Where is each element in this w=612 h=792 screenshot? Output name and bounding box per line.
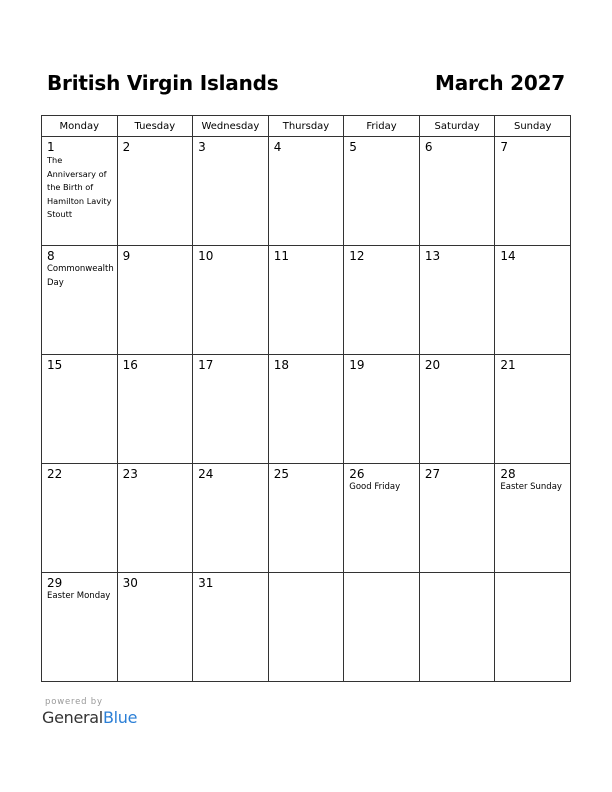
empty-day-cell [344,573,420,682]
day-cell [419,464,495,573]
day-number: 22 [47,467,63,481]
day-number: 3 [198,140,206,154]
day-number: 28 [500,467,516,481]
holiday-label: Easter Monday [47,591,111,601]
calendar-country-title: British Virgin Islands [47,71,279,95]
day-cell [344,137,420,246]
day-cell [193,246,269,355]
day-cell [344,355,420,464]
day-cell [193,464,269,573]
day-number: 24 [198,467,214,481]
day-number: 4 [273,140,282,154]
powered-by-label: powered by [45,697,103,707]
day-number: 26 [349,467,365,481]
week-row [42,464,571,573]
day-cell [268,464,344,573]
day-number: 10 [198,249,214,263]
holiday-label: The Anniversary of the Birth of Hamilton Lavity Stoutt [47,155,112,219]
day-number: 12 [349,249,365,263]
weekday-header: Wednesday [193,116,269,137]
day-number: 14 [500,249,516,263]
day-number: 13 [424,249,441,263]
day-number: 17 [198,358,214,372]
weekday-header: Friday [344,116,420,137]
week-row [42,246,571,355]
day-cell [42,355,118,464]
day-number: 30 [122,576,138,590]
day-cell [42,573,118,682]
day-cell [419,355,495,464]
day-number: 31 [198,576,214,590]
day-cell [344,246,420,355]
brand-general-text: General [42,708,103,727]
day-number: 11 [273,249,289,263]
day-number: 18 [273,358,289,372]
day-number: 8 [47,249,55,263]
week-row [42,573,571,682]
day-cell [193,355,269,464]
day-cell [344,464,420,573]
calendar-grid [41,115,571,682]
calendar-month-title: March 2027 [435,71,565,95]
empty-day-cell [268,573,344,682]
day-number: 21 [500,358,516,372]
generalblue-logo[interactable] [42,708,137,727]
day-cell [268,355,344,464]
day-number: 6 [424,140,433,154]
day-cell [268,246,344,355]
day-number: 16 [122,358,138,372]
day-cell [117,355,193,464]
day-number: 25 [273,467,289,481]
empty-day-cell [495,573,571,682]
week-row [42,355,571,464]
day-number: 7 [500,140,509,154]
day-cell [42,246,118,355]
day-cell [419,246,495,355]
holiday-label: Good Friday [349,482,401,492]
holiday-label: Commonwealth Day [47,264,114,288]
day-number: 23 [122,467,138,481]
empty-day-cell [419,573,495,682]
weekday-header: Monday [42,116,118,137]
day-number: 2 [122,140,131,154]
calendar-body [42,137,571,682]
day-number: 27 [424,467,441,481]
day-number: 15 [47,358,63,372]
day-number: 5 [349,140,357,154]
day-number: 20 [424,358,441,372]
day-cell [495,464,571,573]
week-row [42,137,571,246]
holiday-label: Easter Sunday [500,482,562,492]
day-cell [268,137,344,246]
day-cell [42,137,118,246]
day-cell [117,137,193,246]
day-cell [117,246,193,355]
day-cell [193,137,269,246]
day-cell [42,464,118,573]
weekday-header: Sunday [495,116,571,137]
weekday-header: Saturday [419,116,495,137]
weekday-header: Thursday [268,116,344,137]
day-cell [495,355,571,464]
day-cell [117,573,193,682]
day-number: 9 [122,249,131,263]
day-cell [193,573,269,682]
weekday-header-row [42,116,571,137]
day-cell [495,137,571,246]
day-cell [419,137,495,246]
weekday-header: Tuesday [117,116,193,137]
day-number: 19 [349,358,365,372]
day-cell [117,464,193,573]
day-number: 29 [47,576,63,590]
day-cell [495,246,571,355]
brand-blue-text: Blue [102,708,138,727]
day-number: 1 [47,140,55,154]
